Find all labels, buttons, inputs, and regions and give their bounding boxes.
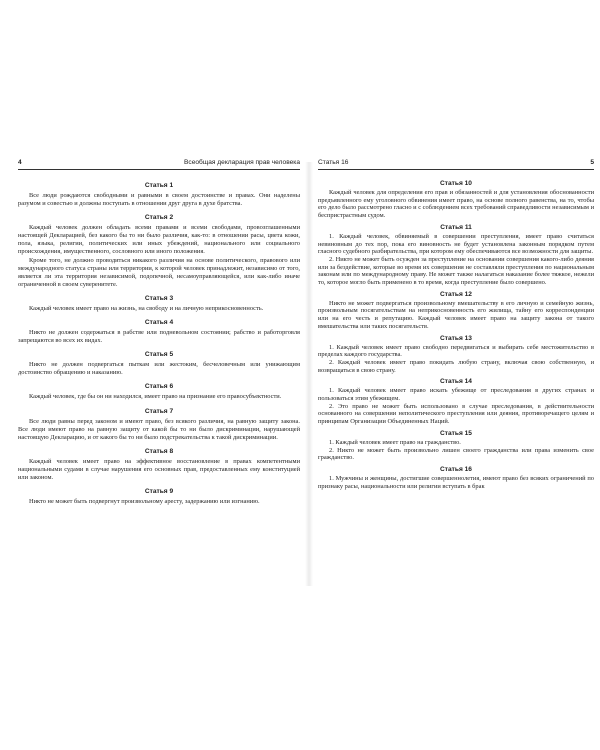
article-paragraph: 2. Никто не может быть произвольно лишен своего гражданства или права изменить свое гражданство. xyxy=(318,446,594,462)
left-running-title: Всеобщая декларация прав человека xyxy=(184,159,300,166)
article-block xyxy=(18,350,300,377)
article-block xyxy=(318,223,594,287)
article-paragraph: Никто не должен содержаться в рабстве или подневольном состоянии; рабство и работорговля запрещаются во всех их видах. xyxy=(18,329,300,345)
article-paragraph: Каждый человек имеет право на жизнь, на свободу и на личную неприкосновенность. xyxy=(29,304,264,312)
article-heading: Статья 2 xyxy=(144,214,174,222)
article-heading: Статья 8 xyxy=(144,447,174,455)
article-paragraph: 1. Мужчины и женщины, достигшие совершеннолетия, имеют право без всяких ограничений по признаку расы, национальности или религии вступать в брак xyxy=(318,474,594,490)
article-paragraph: 2. Каждый человек имеет право покидать любую страну, включая свою собственную, и возвращаться в свою страну. xyxy=(318,358,594,374)
article-paragraph: Никто не может подвергаться произвольному вмешательству в его личную и семейную жизнь, произвольным посягательствам на неприкосновенность его жилища, тайну его корреспонденции или на его честь и репутацию. Каждый человек имеет право на защиту закона от такого вмешательства или таких посягательств. xyxy=(318,299,594,330)
right-running-title: Статья 16 xyxy=(318,159,349,166)
article-block xyxy=(318,334,594,375)
article-block xyxy=(18,447,300,482)
article-paragraph: 1. Каждый человек, обвиняемый в совершении преступления, имеет право считаться невиновным до тех пор, пока его виновность не будет установлена законным порядком путем гласного судебного разбирательства, при котором ему обеспечиваются все возможности для защиты. xyxy=(318,232,594,256)
article-heading: Статья 16 xyxy=(440,465,472,473)
article-block xyxy=(18,318,300,345)
article-heading: Статья 14 xyxy=(440,378,472,386)
article-block xyxy=(318,377,594,426)
article-heading: Статья 7 xyxy=(144,407,174,415)
article-block xyxy=(18,213,300,289)
article-paragraph: Все люди равны перед законом и имеют право, без всякого различия, на равную защиту закона. Все люди имеют право на равную защиту от какой бы то ни было дискриминации, нарушающей настоящую Декларацию, и от какого бы то ни было подстрекательства к такой дискриминации. xyxy=(18,417,300,441)
article-paragraph: 1. Каждый человек имеет право на гражданство. xyxy=(329,438,461,446)
article-paragraph: Все люди рождаются свободными и равными в своем достоинстве и правах. Они наделены разумом и совестью и должны поступать в отношении друг друга в духе братства. xyxy=(18,192,300,208)
article-heading: Статья 13 xyxy=(440,334,472,342)
article-block xyxy=(18,181,300,208)
left-page-content xyxy=(18,170,300,506)
article-paragraph: Каждый человек для определения его прав и обязанностей и для установления обоснованности предъявленного ему уголовного обвинения имеет право, на основе полного равенства, на то, чтобы его дело было рассмотрено гласно и с соблюдением всех требований справедливости независимым и беспристрастным судом. xyxy=(318,189,594,220)
article-paragraph: Никто не должен подвергаться пыткам или жестоким, бесчеловечным или унижающим достоинство обращению и наказанию. xyxy=(18,361,300,377)
article-paragraph: Никто не может быть подвергнут произвольному аресту, задержанию или изгнанию. xyxy=(29,498,260,506)
article-block xyxy=(18,407,300,442)
left-page-number: 4 xyxy=(18,159,22,166)
article-heading: Статья 12 xyxy=(440,290,472,298)
right-page xyxy=(318,158,594,590)
article-heading: Статья 15 xyxy=(440,429,472,437)
article-paragraph: 1. Каждый человек имеет право свободно передвигаться и выбирать себе местожительство в пределах каждого государства. xyxy=(318,343,594,359)
article-block xyxy=(18,294,300,313)
article-paragraph: 2. Никто не может быть осужден за преступление на основании совершения какого-либо деяния или за бездействие, которые во время их совершения не составляли преступления по национальным законам или по международному праву. Не может также налагаться наказание более тяжкое, нежели то, которое могло быть применено в то время, когда преступление было совершено. xyxy=(318,255,594,287)
article-heading: Статья 4 xyxy=(144,319,174,327)
article-block xyxy=(318,179,594,220)
right-page-number: 5 xyxy=(590,159,594,166)
article-heading: Статья 3 xyxy=(144,294,174,302)
article-block xyxy=(318,465,594,490)
article-paragraph: 1. Каждый человек имеет право искать убежище от преследования в других странах и пользоваться этим убежищем. xyxy=(318,387,594,403)
left-page xyxy=(18,158,300,590)
article-heading: Статья 6 xyxy=(144,383,174,391)
article-block xyxy=(18,487,300,506)
left-running-header xyxy=(18,158,300,170)
book-spread xyxy=(18,158,594,590)
article-paragraph: Каждый человек должен обладать всеми правами и всеми свободами, провозглашенными настоящей Декларацией, без какого бы то ни было различия, как-то: в отношении расы, цвета кожи, пола, языка, религии, политических или иных убеждений, национального или социального происхождения, имущественного, сословного или иного положения. xyxy=(18,224,300,256)
article-paragraph: 2. Это право не может быть использовано в случае преследования, в действительности основанного на совершении неполитического преступления или деяния, противоречащего целям и принципам Организации Объединенных Наций. xyxy=(318,402,594,426)
book-gutter xyxy=(305,162,313,586)
right-running-header xyxy=(318,158,594,170)
article-paragraph: Каждый человек имеет право на эффективное восстановление в правах компетентными национальными судами в случае нарушения его основных прав, предоставленных ему конституцией или законом. xyxy=(18,457,300,481)
article-paragraph: Кроме того, не должно проводиться никакого различия на основе политического, правового или международного статуса страны или территории, к которой человек принадлежит, независимо от того, является ли эта территория независимой, подопечной, несамоуправляющейся, или как-либо иначе ограниченной в своем суверенитете. xyxy=(18,256,300,288)
article-heading: Статья 1 xyxy=(144,182,174,189)
article-block xyxy=(18,382,300,401)
right-page-content xyxy=(318,170,594,490)
article-heading: Статья 11 xyxy=(440,223,472,231)
article-heading: Статья 9 xyxy=(144,488,174,496)
article-heading: Статья 5 xyxy=(144,351,174,359)
article-block xyxy=(318,290,594,331)
article-heading: Статья 10 xyxy=(440,180,472,187)
article-paragraph: Каждый человек, где бы он ни находился, имеет право на признание его правосубъектности. xyxy=(29,393,282,401)
article-block xyxy=(318,429,594,462)
